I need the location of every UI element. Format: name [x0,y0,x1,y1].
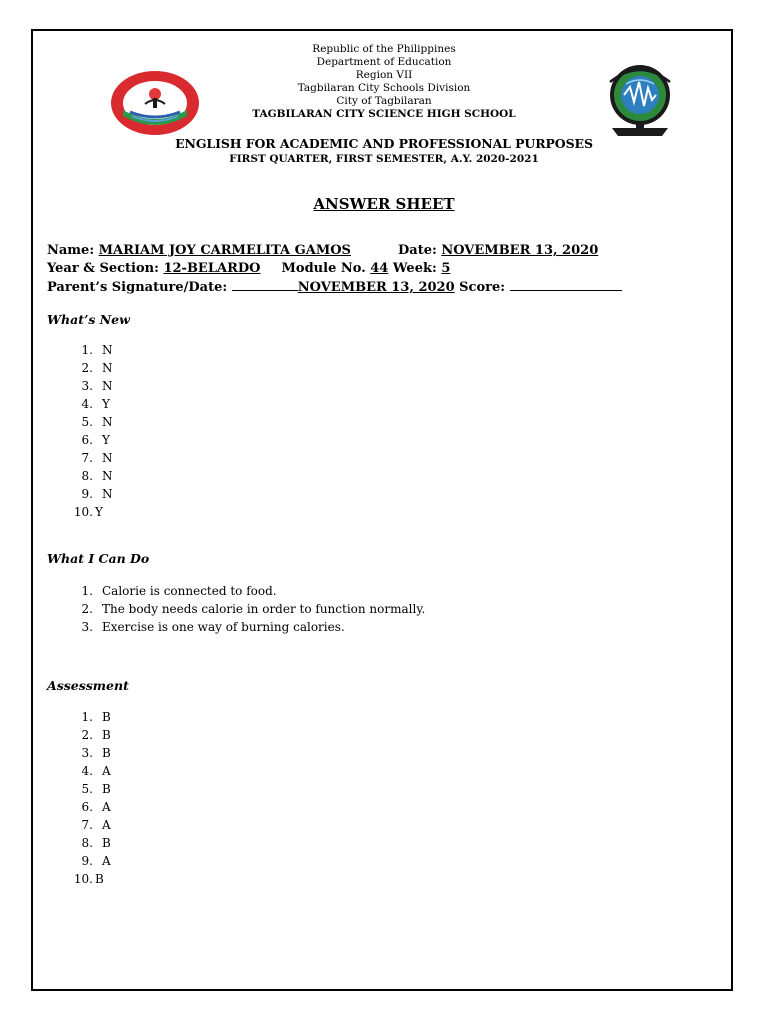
list-item: 7. N [81,451,113,465]
letterhead-line: Tagbilaran City Schools Division [297,82,471,94]
list-item: 2. B [81,728,111,742]
list-item: 1. Calorie is connected to food. [81,584,277,598]
term-line: FIRST QUARTER, FIRST SEMESTER, A.Y. 2020-2021 [229,153,539,165]
what-i-can-do-heading: What I Can Do [47,551,150,566]
assessment-list [62,708,111,888]
section-value: 12-BELARDO [163,261,261,276]
course-title: ENGLISH FOR ACADEMIC AND PROFESSIONAL PURPOSES [175,136,593,151]
list-item: 10. Y [73,505,103,519]
list-item: 10. B [73,872,104,886]
list-item: 2. The body needs calorie in order to function normally. [81,602,426,616]
school-name: TAGBILARAN CITY SCIENCE HIGH SCHOOL [252,108,516,120]
list-item: 6. A [81,800,111,814]
parent-date-value: NOVEMBER 13, 2020 [297,280,455,295]
date-value: NOVEMBER 13, 2020 [441,243,599,258]
list-item: 1. N [81,343,113,357]
whats-new-heading: What’s New [47,312,130,327]
parent-signature-label: Parent’s Signature/Date: [47,280,228,295]
what-i-can-do-list [62,582,425,636]
score-blank [510,278,622,291]
list-item: 9. N [81,487,113,501]
info-row-name [47,242,622,260]
week-value: 5 [441,261,451,276]
info-row-parent [47,278,622,297]
score-label: Score: [459,280,506,295]
subject-heading [130,136,638,166]
letterhead-line: Republic of the Philippines [312,43,456,55]
list-item: 6. Y [81,433,110,447]
name-value: MARIAM JOY CARMELITA GAMOS [98,243,351,258]
page-title: ANSWER SHEET [313,195,455,213]
assessment-heading: Assessment [47,678,129,693]
letterhead-line: City of Tagbilaran [336,95,432,107]
info-row-section [47,260,622,278]
whats-new-list [62,341,113,521]
list-item: 3. B [81,746,111,760]
name-label: Name: [47,243,95,258]
page-border [31,29,733,991]
list-item: 5. B [81,782,111,796]
letterhead-line: Region VII [355,69,413,81]
date-label: Date: [398,243,437,258]
signature-blank [232,278,298,291]
letterhead-line: Department of Education [316,56,452,68]
list-item: 9. A [81,854,111,868]
science-high-school-logo [606,62,674,140]
section-label: Year & Section: [47,261,159,276]
student-info [47,242,622,297]
list-item: 8. B [81,836,111,850]
list-item: 4. A [81,764,111,778]
list-item: 4. Y [81,397,110,411]
list-item: 1. B [81,710,111,724]
list-item: 5. N [81,415,113,429]
list-item: 2. N [81,361,113,375]
module-label: Module No. [281,261,366,276]
list-item: 3. Exercise is one way of burning calories. [81,620,345,634]
letterhead [184,43,584,121]
list-item: 8. N [81,469,113,483]
list-item: 7. A [81,818,111,832]
module-value: 44 [370,261,389,276]
week-label: Week: [392,261,437,276]
list-item: 3. N [81,379,113,393]
